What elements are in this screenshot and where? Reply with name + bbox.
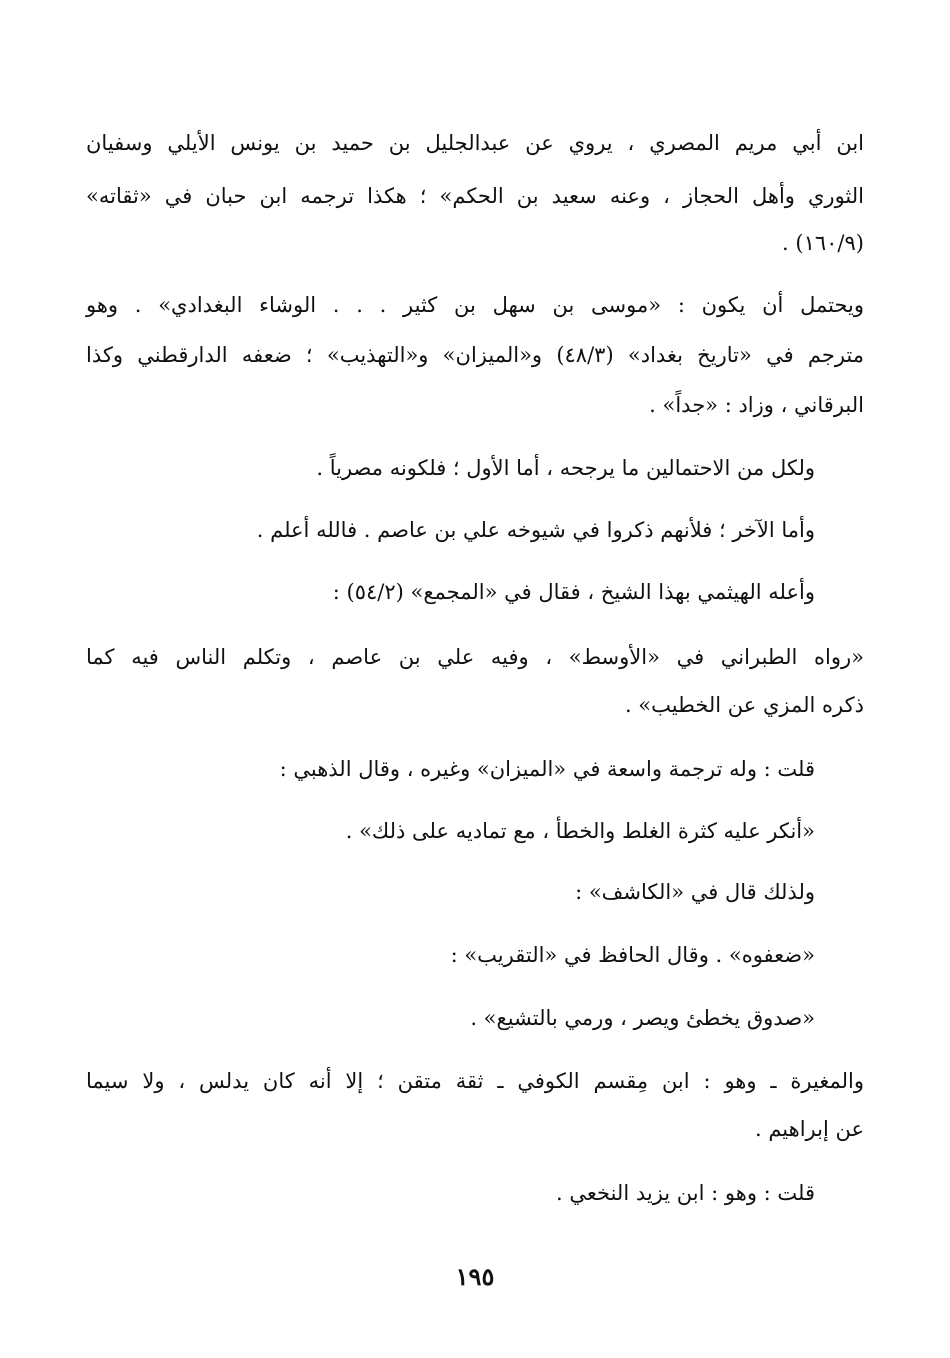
text-line: «ضعفوه» . وقال الحافظ في «التقريب» : [450,943,815,967]
text-line: «رواه الطبراني في «الأوسط» ، وفيه علي بن عاصم ، وتكلم الناس فيه كما [86,645,864,669]
text-line: «أنكر عليه كثرة الغلط والخطأ ، مع تماديه على ذلك» . [345,819,815,843]
text-line: قلت : وله ترجمة واسعة في «الميزان» وغيره ، وقال الذهبي : [279,757,815,781]
text-line: ويحتمل أن يكون : «موسى بن سهل بن كثير . . . الوشاء البغدادي» . وهو [86,293,864,317]
text-line: وأما الآخر ؛ فلأنهم ذكروا في شيوخه علي بن عاصم . فالله أعلم . [256,518,815,542]
text-line: قلت : وهو : ابن يزيد النخعي . [556,1181,815,1205]
text-line: مترجم في «تاريخ بغداد» (٤٨/٣) و«الميزان» و«التهذيب» ؛ ضعفه الدارقطني وكذا [86,343,864,367]
text-line: ذكره المزي عن الخطيب» . [624,693,864,717]
text-line: ابن أبي مريم المصري ، يروي عن عبدالجليل بن حميد بن يونس الأيلي وسفيان [86,131,864,155]
text-line: (١٦٠/٩) . [782,231,864,255]
text-line: عن إبراهيم . [754,1117,864,1141]
text-line: ولكل من الاحتمالين ما يرجحه ، أما الأول ؛ فلكونه مصرياً . [316,456,815,480]
text-line: وأعله الهيثمي بهذا الشيخ ، فقال في «المجمع» (٥٤/٢) : [332,580,815,604]
text-line: ولذلك قال في «الكاشف» : [575,880,815,904]
text-line: الثوري وأهل الحجاز ، وعنه سعيد بن الحكم» ؛ هكذا ترجمه ابن حبان في «ثقاته» [86,184,864,208]
page-number: ١٩٥ [455,1262,495,1291]
text-line: والمغيرة ـ وهو : ابن مِقسم الكوفي ـ ثقة متقن ؛ إلا أنه كان يدلس ، ولا سيما [86,1069,864,1093]
text-line: البرقاني ، وزاد : «جداً» . [649,393,864,417]
text-line: «صدوق يخطئ ويصر ، ورمي بالتشيع» . [470,1006,815,1030]
